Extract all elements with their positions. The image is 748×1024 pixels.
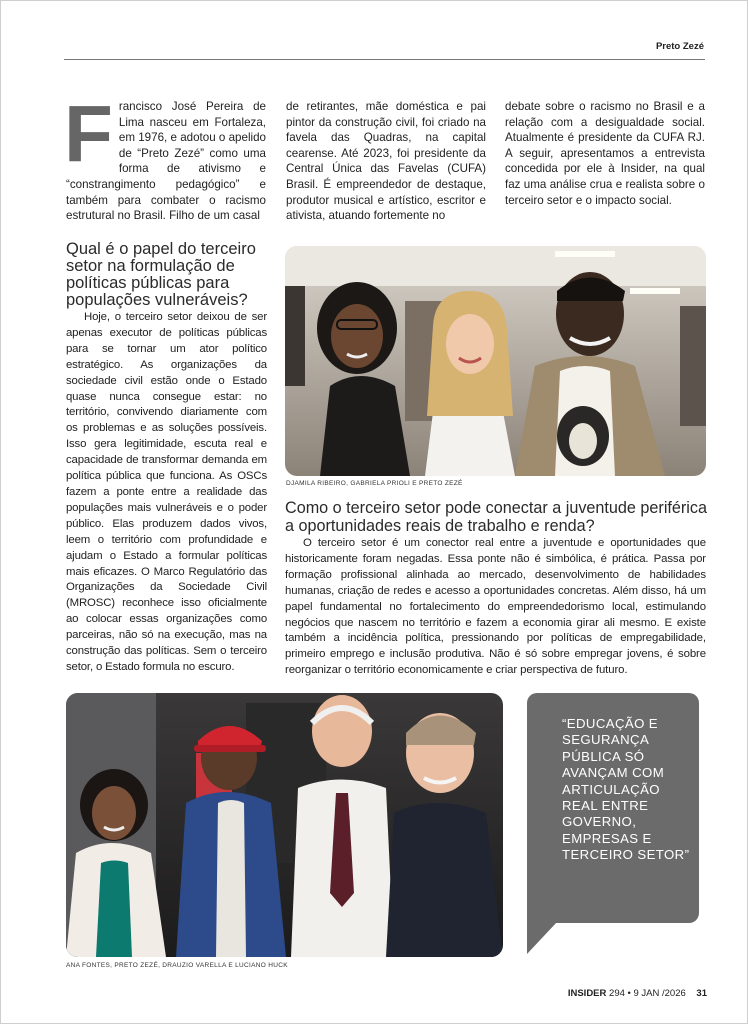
- photo-ana-preto-drauzio-luciano: [66, 693, 503, 957]
- intro-column-2: de retirantes, mãe doméstica e pai pintor da construção civil, foi criado na favela das Quadras, na capital cearense. Até 2023, foi presidente da Central Única das Favelas (CUFA) Brasil. É empreendedor de destaque, produtor musical e artístico, escritor e ativista, atuando fortemente no: [286, 100, 486, 223]
- answer-1: [66, 310, 267, 676]
- magazine-name: INSIDER: [567, 988, 607, 999]
- page-number: 31: [696, 988, 707, 999]
- answer-2-paragraph: O terceiro setor é um conector real entre a juventude e oportunidades que historicamente foram negadas. Essa ponte não é simbólica, é prática. Passa por formação profissional alinhada ao mercado, desenvolvimento de habilidades humanas, criação de redes e acesso a oportunidades concretas. Além disso, há um papel fundamental no fortalecimento do empreendedorismo local, estimulando negócios que nascem no território e fazem a economia girar ali mesmo. E existe também a incidência política, pressionando por políticas de empregabilidade, primeiro emprego e inclusão produtiva. Não é só sobre empregar jovens, é sobre reorganizar o território economicamente e criar perspectiva de futuro.: [285, 537, 706, 677]
- photo-1-illustration: [285, 246, 706, 476]
- photo-1-caption: DJAMILA RIBEIRO, GABRIELA PRIOLI E PRETO ZEZÉ: [286, 480, 463, 487]
- header-rule: [64, 59, 705, 60]
- page-footer: [568, 988, 707, 999]
- answer-2: [285, 536, 706, 679]
- issue-info: 294 • 9 JAN /2026: [609, 988, 686, 999]
- running-head: Preto Zezé: [655, 41, 704, 52]
- question-1-heading: Qual é o papel do terceiro setor na formulação de políticas públicas para populações vulneráveis?: [66, 240, 256, 309]
- intro-column-3: debate sobre o racismo no Brasil e a relação com a desigualdade social. Atualmente é presidente da CUFA RJ. A seguir, apresentamos a entrevista concedida por ele à Insider, na qual faz uma análise crua e realista sobre o terceiro setor e o impacto social.: [505, 100, 705, 207]
- intro-column-1: [64, 89, 266, 224]
- photo-djamila-gabriela-preto: [285, 246, 706, 476]
- question-2-heading: Como o terceiro setor pode conectar a juventude periférica a oportunidades reais de trabalho e renda?: [285, 499, 708, 535]
- photo-2-caption: ANA FONTES, PRETO ZEZÉ, DRAUZIO VARELLA E LUCIANO HUCK: [66, 962, 288, 969]
- pull-quote-text: “EDUCAÇÃO E SEGURANÇA PÚBLICA SÓ AVANÇAM COM ARTICULAÇÃO REAL ENTRE GOVERNO, EMPRESAS E TERCEIRO SETOR”: [562, 716, 690, 863]
- photo-2-illustration: [66, 693, 503, 957]
- answer-1-paragraph: Hoje, o terceiro setor deixou de ser apenas executor de políticas públicas para se tornar um ator político estratégico. As organizações da sociedade civil estão onde o Estado quase nunca consegue estar: no território, convivendo diariamente com os problemas e as soluções possíveis. Isso gera legitimidade, escuta real e capacidade de transformar demanda em política pública que funciona. As OSCs fazem a ponte entre a realidade das populações mais vulneráveis e o poder público. Elas produzem dados vivos, leem o território com profundidade e ajudam o Estado a formular políticas mais eficazes. O Marco Regulatório das Organizações da Sociedade Civil (MROSC) reconhece isso oficialmente ao colocar essas organizações como parceiras, não só na execução, mas na construção das políticas. Sem o terceiro setor, o Estado formula no escuro.: [66, 311, 267, 673]
- drop-cap: F: [64, 89, 113, 178]
- pull-quote-tail: [527, 922, 557, 954]
- intro-text-1: rancisco José Pereira de Lima nasceu em Fortaleza, em 1976, e adotou o apelido de “Preto Zezé” como uma forma de ativismo e “constrangimento pedagógico” e também para combater o racismo estrutural no Brasil. Filho de um casal: [66, 100, 266, 223]
